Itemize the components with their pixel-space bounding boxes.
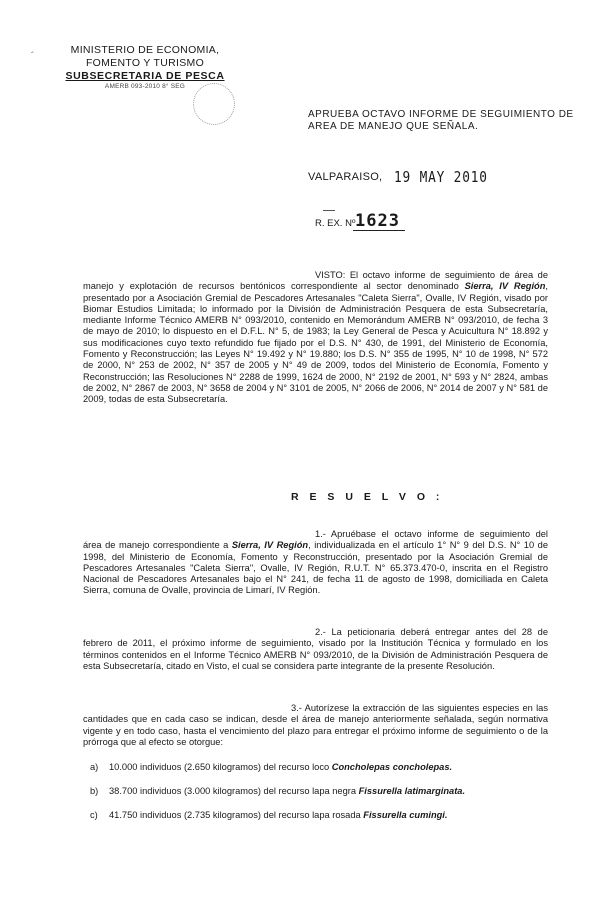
item-text: 38.700 individuos (3.000 kilogramos) del recurso lapa negra: [109, 786, 359, 796]
item-species: Fissurella latimarginata.: [358, 786, 466, 796]
paragraph-1: [83, 529, 548, 597]
item-label: b): [90, 786, 99, 796]
city: VALPARAISO,: [308, 171, 383, 183]
item-species: Concholepas concholepas.: [331, 762, 453, 772]
species-item-c: [90, 810, 560, 821]
reference-code: AMERB 093-2010 8° SEG: [104, 83, 186, 90]
ministry-line-2: FOMENTO Y TURISMO: [85, 57, 205, 69]
item-label: a): [90, 762, 99, 772]
subsecretaria-line: SUBSECRETARIA DE PESCA: [65, 70, 225, 82]
visto-lead: VISTO: El octavo informe de seguimiento de área de manejo y explotación de recursos bentónicos correspondiente al sector denominado: [83, 270, 548, 292]
rex-label: R. EX. Nº: [315, 218, 356, 229]
faint-seal-stamp: [193, 83, 235, 125]
p1-sector: Sierra, IV Región: [231, 540, 309, 551]
date-stamp: 19 MAY 2010: [394, 168, 488, 186]
visto-paragraph: [83, 270, 548, 406]
visto-rest: , presentado por a Asociación Gremial de Pescadores Artesanales "Caleta Sierra", Ovalle, IV Región, visado por Biomar Estudios Limitada; lo informado por la División de Administración Pesquera de esta Subsecretaría, mediante Informe Técnico AMERB N° 093/2010, contenido en Memorándum AMERB N° 093/2010, de fecha 3 de mayo de 2010; lo dispuesto en el D.F.L. N° 5, de 1983; la Ley General de Pesca y Acuicultura N° 18.892 y sus modificaciones cuyo texto refundido fue fijado por el D.S. N° 430, de 1991, del Ministerio de Economía, Fomento y Reconstrucción; las Leyes N° 19.492 y N° 19.880; los D.S. N° 355 de 1995, N° 10 de 1998, N° 572 de 2000, N° 253 de 2002, N° 357 de 2005 y N° 49 de 2009, todos del Ministerio de Economía, Fomento y Reconstrucción; las Resoluciones N° 2288 de 1999, 1624 de 2000, N° 2192 de 2001, N° 593 y N° 2824, ambas de 2002, N° 2867 de 2003, N° 3658 de 2004 y N° 3101 de 2005, N° 2066 de 2006, N° 2014 de 2007 y N° 581 de 2009, todas de esta Subsecretaría.: [83, 281, 548, 405]
resuelvo-heading: R E S U E L V O :: [291, 491, 444, 503]
rex-number: 1623: [355, 211, 400, 231]
visto-sector: Sierra, IV Región: [464, 281, 546, 292]
rex-underline: [353, 230, 405, 231]
small-dash: [323, 210, 335, 211]
paragraph-3: 3.- Autorízese la extracción de las siguientes especies en las cantidades que en cada caso se indican, desde el área de manejo anteriormente señalada, según normativa vigente y en todo caso, hasta el vencimiento del plazo para entregar el próximo informe de seguimiento o de la prórroga que al efecto se otorgue:: [83, 703, 548, 747]
document-title: APRUEBA OCTAVO INFORME DE SEGUIMIENTO DE AREA DE MANEJO QUE SEÑALA.: [308, 109, 574, 132]
ministry-line-1: MINISTERIO DE ECONOMIA,: [70, 44, 220, 56]
species-item-b: [90, 786, 560, 797]
p1-rest: , individualizada en el artículo 1° N° 9 del D.S. N° 10 de 1998, del Ministerio de Economía, Fomento y Reconstrucción, presentado por la Asociación Gremial de Pescadores Artesanales "Caleta Sierra", Ovalle, IV Región, R.U.T. N° 65.373.470-0, inscrita en el Registro Nacional de Pescadores Artesanales bajo el N° 241, de fecha 11 de agosto de 1998, domiciliada en Caleta Sierra, comuna de Ovalle, provincia de Limarí, IV Región.: [83, 540, 548, 596]
paragraph-2: 2.- La peticionaria deberá entregar antes del 28 de febrero de 2011, el próximo informe de seguimiento, visado por la Institución Técnica y formulado en los términos contenidos en el Informe Técnico AMERB N° 093/2010, de la División de Administración Pesquera de esta Subsecretaría, citado en Visto, el cual se considera parte integrante de la presente Resolución.: [83, 627, 548, 671]
p1-lead: 1.- Apruébase el octavo informe de seguimiento del área de manejo correspondiente a: [83, 529, 548, 551]
date-line: [308, 168, 488, 186]
item-text: 10.000 individuos (2.650 kilogramos) del recurso loco: [109, 762, 332, 772]
item-species: Fissurella cumingi.: [363, 810, 448, 820]
corner-mark: ‸: [31, 44, 34, 53]
item-label: c): [90, 810, 98, 820]
resolution-number: [315, 211, 435, 231]
species-item-a: [90, 762, 560, 773]
item-text: 41.750 individuos (2.735 kilogramos) del recurso lapa rosada: [109, 810, 364, 820]
